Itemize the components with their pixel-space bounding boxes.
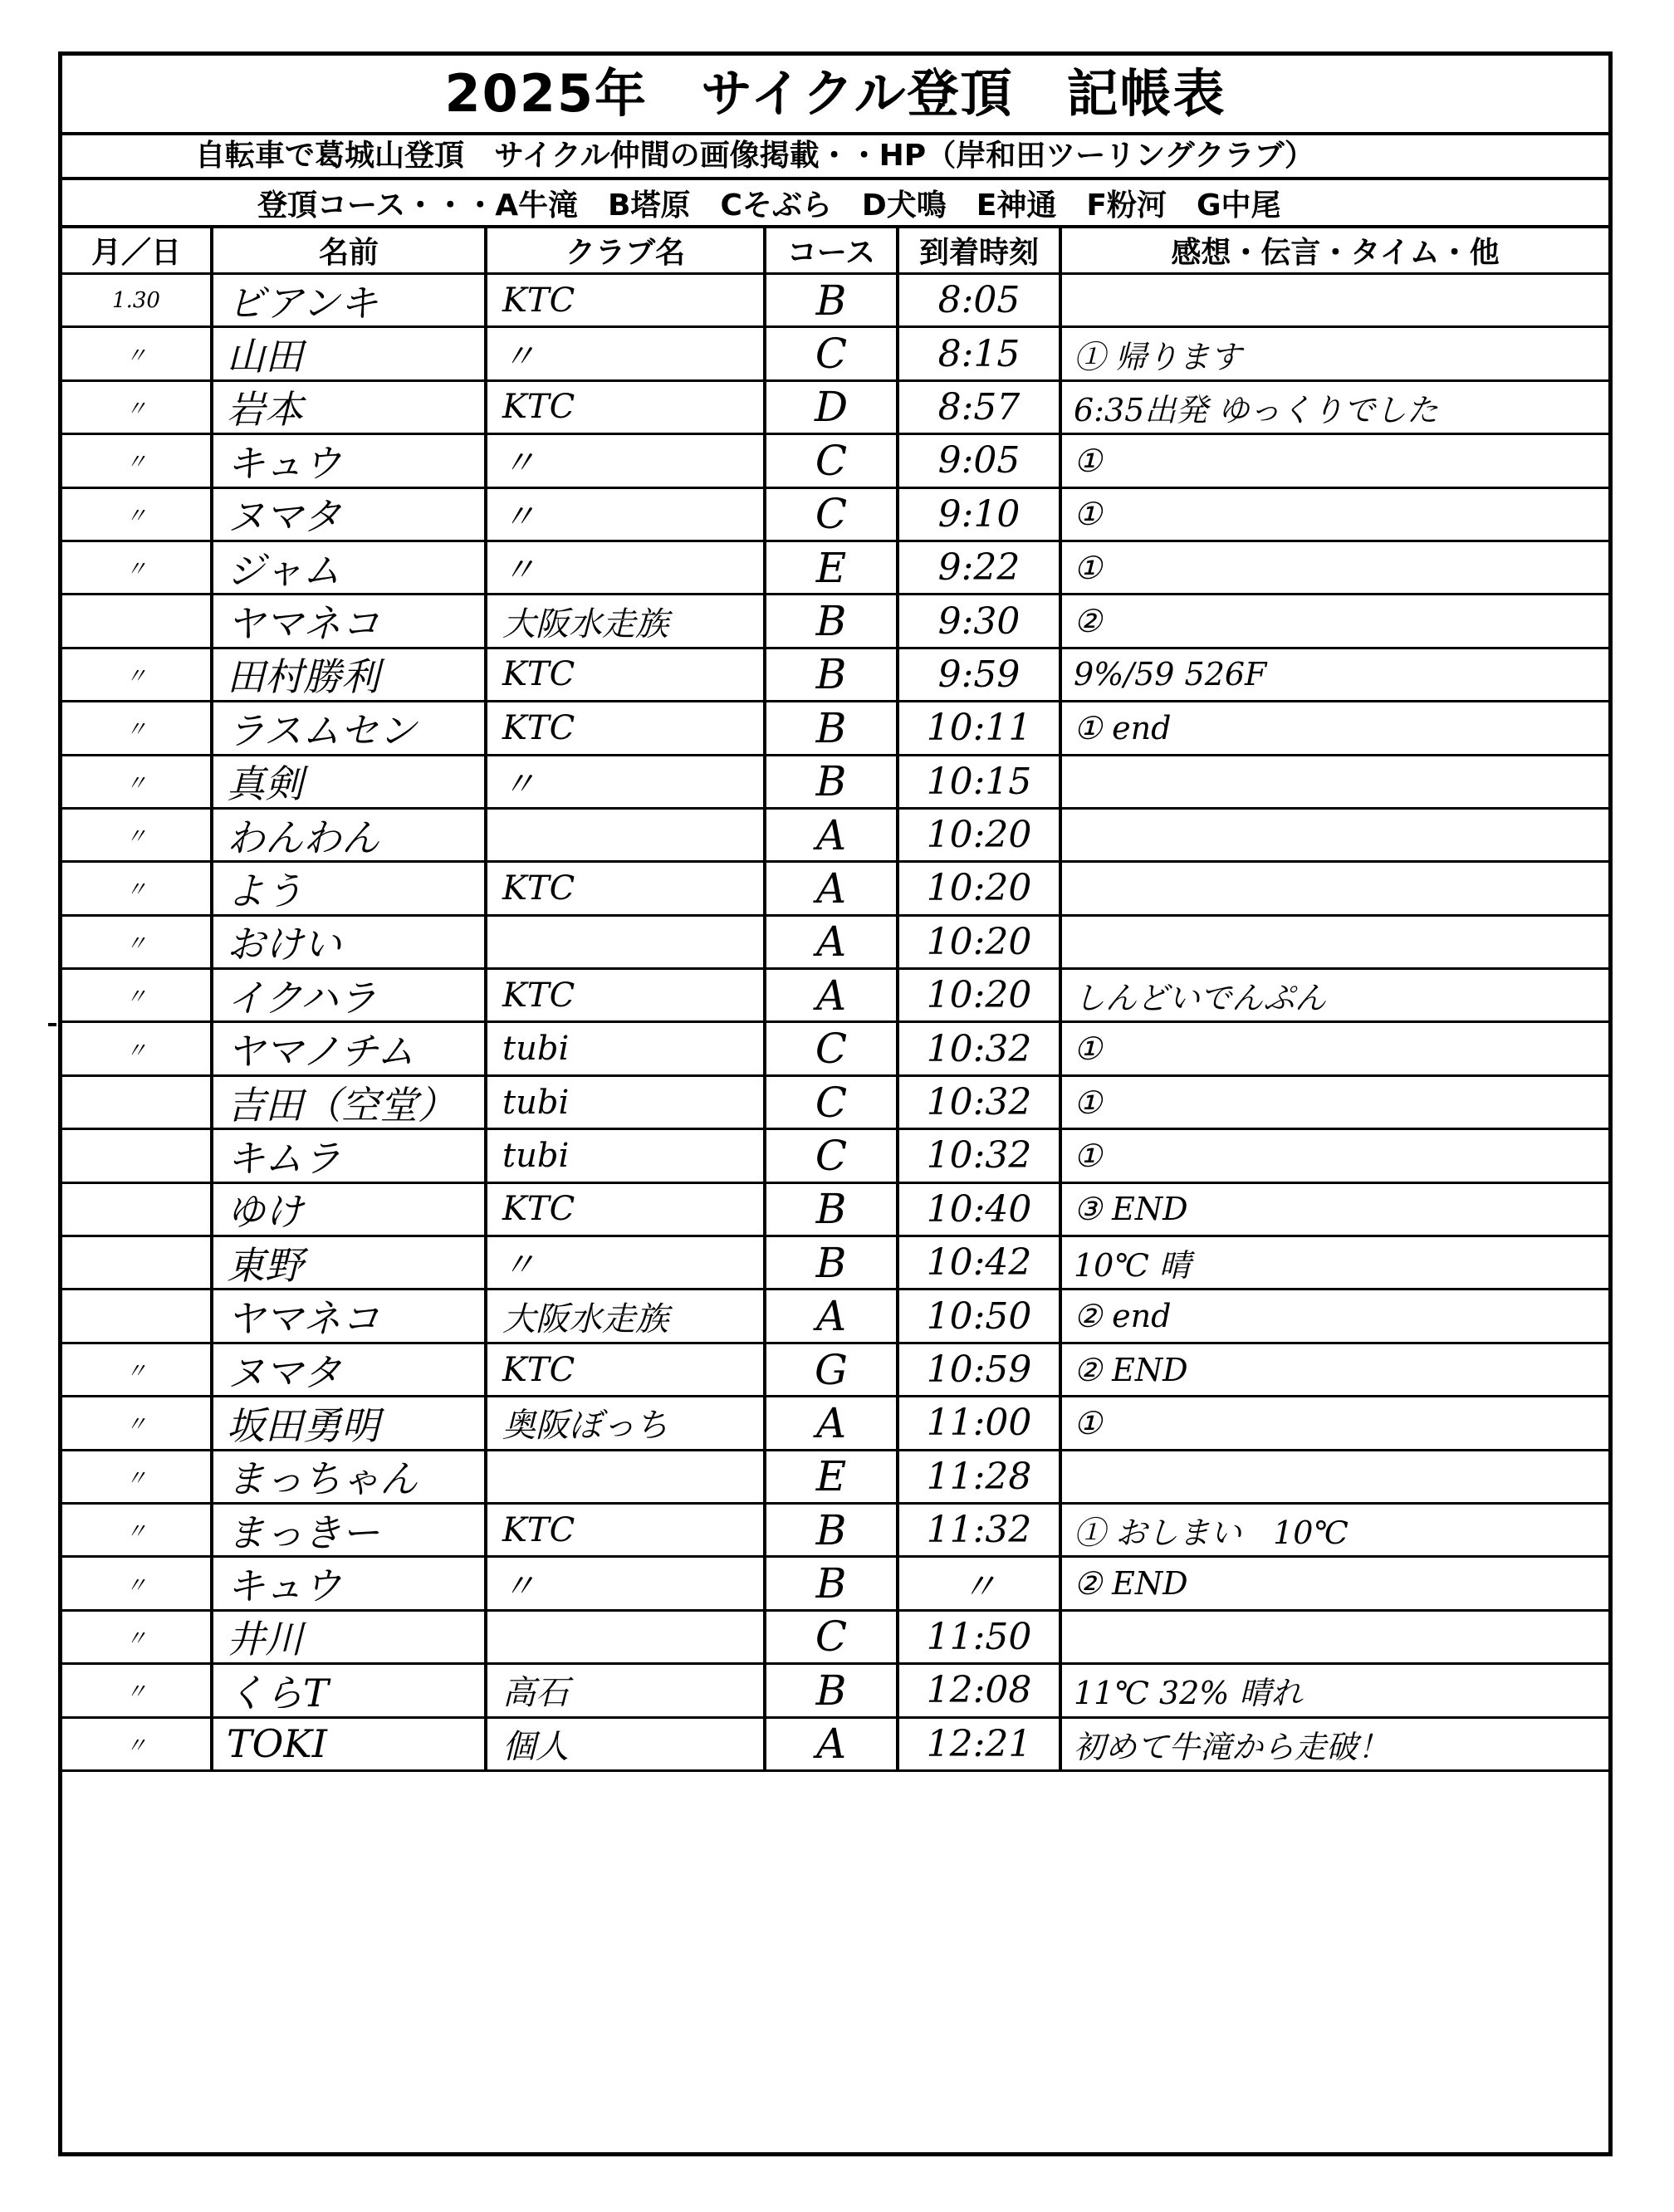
cell-name: 吉田（空堂） <box>213 1077 487 1128</box>
cell-course: E <box>766 1451 899 1502</box>
cell-name: キムラ <box>213 1130 487 1181</box>
cell-time: 10:11 <box>899 702 1062 753</box>
cell-date <box>62 595 213 646</box>
cell-name: ゆけ <box>213 1184 487 1235</box>
column-header-name: 名前 <box>213 228 487 272</box>
cell-name: ジャム <box>213 542 487 593</box>
column-header-course: コース <box>766 228 899 272</box>
cell-notes: しんどいでんぷん <box>1074 980 1327 1017</box>
cell-time: 8:57 <box>899 382 1062 433</box>
cell-club: 〃 <box>487 328 766 379</box>
cell-course: B <box>766 1237 899 1288</box>
cell-time: 11:00 <box>899 1397 1062 1448</box>
cell-notes: ① <box>1074 549 1103 586</box>
cell-date: 〃 <box>62 1344 213 1395</box>
cell-club: KTC <box>487 702 766 753</box>
cell-time: 10:20 <box>899 810 1062 860</box>
cell-date: 〃 <box>62 970 213 1020</box>
table-row <box>62 489 1608 542</box>
cell-time: 12:21 <box>899 1719 1062 1769</box>
cell-notes <box>1062 275 1608 325</box>
cell-date: 〃 <box>62 649 213 700</box>
cell-course: E <box>766 542 899 593</box>
cell-notes <box>1062 917 1608 967</box>
cell-notes: 初めて牛滝から走破！ <box>1074 1728 1390 1765</box>
cell-name: 井川 <box>213 1612 487 1662</box>
cell-club: 〃 <box>487 489 766 540</box>
cell-club: tubi <box>487 1077 766 1128</box>
cell-date: 〃 <box>62 1451 213 1502</box>
cell-course: B <box>766 1184 899 1235</box>
table-row <box>62 328 1608 381</box>
cell-time: 9:59 <box>899 649 1062 700</box>
column-header-date: 月／日 <box>62 228 213 272</box>
column-header-time: 到着時刻 <box>899 228 1062 272</box>
cell-notes: ② <box>1074 603 1103 640</box>
table-row <box>62 1665 1608 1718</box>
cell-notes: ① <box>1074 1084 1103 1121</box>
cell-name: おけい <box>213 917 487 967</box>
cell-name: 山田 <box>213 328 487 379</box>
cell-club: tubi <box>487 1130 766 1181</box>
cell-name: イクハラ <box>213 970 487 1020</box>
cell-time: 9:30 <box>899 595 1062 646</box>
cell-club: 高石 <box>487 1665 766 1715</box>
cell-time: 10:20 <box>899 863 1062 913</box>
cell-date: 〃 <box>62 382 213 433</box>
table-row <box>62 275 1608 328</box>
table-row <box>62 1290 1608 1343</box>
cell-notes: ② END <box>1074 1351 1188 1388</box>
cell-club: KTC <box>487 382 766 433</box>
cell-notes: ① <box>1074 1137 1103 1174</box>
cell-course: C <box>766 1130 899 1181</box>
table-row <box>62 863 1608 916</box>
cell-date: 〃 <box>62 863 213 913</box>
cell-club: KTC <box>487 1184 766 1235</box>
cell-notes <box>1062 756 1608 807</box>
table-row <box>62 1130 1608 1183</box>
table-row <box>62 595 1608 648</box>
cell-notes: 6:35出発 ゆっくりでした <box>1074 391 1439 428</box>
cell-course: C <box>766 435 899 486</box>
cell-time: 10:20 <box>899 917 1062 967</box>
cell-time: 9:10 <box>899 489 1062 540</box>
cell-time: 8:15 <box>899 328 1062 379</box>
cell-name: キュウ <box>213 1558 487 1608</box>
cell-course: A <box>766 1719 899 1769</box>
cell-name: 東野 <box>213 1237 487 1288</box>
cell-time: 9:05 <box>899 435 1062 486</box>
cell-name: 坂田勇明 <box>213 1397 487 1448</box>
cell-course: B <box>766 702 899 753</box>
cell-club <box>487 1451 766 1502</box>
cell-course: B <box>766 649 899 700</box>
cell-notes <box>1062 1451 1608 1502</box>
cell-time: 〃 <box>899 1558 1062 1608</box>
cell-club: 〃 <box>487 756 766 807</box>
cell-date: 〃 <box>62 1665 213 1715</box>
cell-course: A <box>766 810 899 860</box>
cell-club: KTC <box>487 1344 766 1395</box>
table-row <box>62 1719 1608 1772</box>
cell-club <box>487 1612 766 1662</box>
cell-notes <box>1062 1612 1608 1662</box>
cell-course: A <box>766 1397 899 1448</box>
cell-date: 〃 <box>62 810 213 860</box>
cell-club: 大阪水走族 <box>487 1290 766 1341</box>
table-row <box>62 649 1608 702</box>
cell-course: B <box>766 1665 899 1715</box>
cell-course: A <box>766 1290 899 1341</box>
cell-date <box>62 1130 213 1181</box>
cell-time: 10:32 <box>899 1130 1062 1181</box>
cell-name: ヤマネコ <box>213 1290 487 1341</box>
cell-club: 〃 <box>487 435 766 486</box>
table-header-row <box>62 228 1608 275</box>
cell-notes: 10℃ 晴 <box>1074 1247 1191 1285</box>
cell-notes: 11℃ 32% 晴れ <box>1074 1675 1303 1712</box>
table-row <box>62 970 1608 1023</box>
cell-date: 〃 <box>62 1397 213 1448</box>
cell-time: 10:50 <box>899 1290 1062 1341</box>
cell-notes <box>1062 810 1608 860</box>
cell-course: G <box>766 1344 899 1395</box>
table-row <box>62 382 1608 435</box>
cell-name: ヤマネコ <box>213 595 487 646</box>
cell-time: 8:05 <box>899 275 1062 325</box>
cell-name: よう <box>213 863 487 913</box>
cell-course: C <box>766 489 899 540</box>
cell-name: 岩本 <box>213 382 487 433</box>
cell-date: 〃 <box>62 702 213 753</box>
table-row <box>62 542 1608 595</box>
cell-club: 個人 <box>487 1719 766 1769</box>
table-row <box>62 435 1608 488</box>
cell-club <box>487 810 766 860</box>
cell-time: 10:20 <box>899 970 1062 1020</box>
cell-name: 真剣 <box>213 756 487 807</box>
cell-date: 〃 <box>62 1612 213 1662</box>
cell-name: まっきー <box>213 1505 487 1555</box>
cell-date <box>62 1237 213 1288</box>
cell-date: 〃 <box>62 328 213 379</box>
cell-name: くらT <box>213 1665 487 1715</box>
cell-time: 10:59 <box>899 1344 1062 1395</box>
cell-date: 〃 <box>62 1558 213 1608</box>
cell-club: 〃 <box>487 542 766 593</box>
cell-notes: ① 帰ります <box>1074 338 1242 375</box>
cell-course: C <box>766 1077 899 1128</box>
table-body <box>62 275 1608 1772</box>
cell-date: 〃 <box>62 542 213 593</box>
cell-name: まっちゃん <box>213 1451 487 1502</box>
cell-date: 〃 <box>62 1505 213 1555</box>
cell-time: 11:50 <box>899 1612 1062 1662</box>
cell-date: 〃 <box>62 1023 213 1074</box>
cell-date <box>62 1184 213 1235</box>
cell-date: 〃 <box>62 756 213 807</box>
cell-notes <box>1062 863 1608 913</box>
table-row <box>62 1237 1608 1290</box>
cell-time: 11:28 <box>899 1451 1062 1502</box>
cell-time: 10:32 <box>899 1023 1062 1074</box>
cell-notes: 9%/59 526F <box>1074 656 1267 693</box>
cell-time: 9:22 <box>899 542 1062 593</box>
cell-name: ヌマタ <box>213 1344 487 1395</box>
cell-name: ヤマノチム <box>213 1023 487 1074</box>
table-row <box>62 1077 1608 1130</box>
cell-course: D <box>766 382 899 433</box>
cell-course: C <box>766 1023 899 1074</box>
column-header-notes: 感想・伝言・タイム・他 <box>1171 236 1500 270</box>
cell-time: 10:15 <box>899 756 1062 807</box>
cell-course: B <box>766 1505 899 1555</box>
cell-notes: ① <box>1074 442 1103 479</box>
table-row <box>62 1612 1608 1665</box>
cell-club: 大阪水走族 <box>487 595 766 646</box>
table-row <box>62 1344 1608 1397</box>
cell-date <box>62 1290 213 1341</box>
cell-club: KTC <box>487 275 766 325</box>
cell-notes: ③ END <box>1074 1191 1188 1228</box>
cell-club: 〃 <box>487 1558 766 1608</box>
cell-course: B <box>766 1558 899 1608</box>
cell-club: KTC <box>487 1505 766 1555</box>
cell-name: 田村勝利 <box>213 649 487 700</box>
cell-club: 〃 <box>487 1237 766 1288</box>
page-title: 2025年 サイクル登頂 記帳表 <box>62 56 1608 135</box>
course-legend: 登頂コース・・・A牛滝 B塔原 Cそぶら D犬鳴 E神通 F粉河 G中尾 <box>62 180 1608 228</box>
cell-time: 10:40 <box>899 1184 1062 1235</box>
cell-name: ヌマタ <box>213 489 487 540</box>
cell-date <box>62 1077 213 1128</box>
cell-course: B <box>766 756 899 807</box>
cell-club: KTC <box>487 649 766 700</box>
cell-course: B <box>766 275 899 325</box>
cell-course: B <box>766 595 899 646</box>
cell-time: 10:42 <box>899 1237 1062 1288</box>
cell-course: A <box>766 917 899 967</box>
table-row <box>62 1184 1608 1237</box>
cell-club: tubi <box>487 1023 766 1074</box>
cell-club: 奥阪ぼっち <box>487 1397 766 1448</box>
cell-time: 11:32 <box>899 1505 1062 1555</box>
log-sheet <box>58 51 1613 2156</box>
cell-notes: ① <box>1074 496 1103 533</box>
cell-name: キュウ <box>213 435 487 486</box>
cell-notes: ② END <box>1074 1565 1188 1603</box>
table-row <box>62 810 1608 863</box>
subtitle: 自転車で葛城山登頂 サイクル仲間の画像掲載・・HP（岸和田ツーリングクラブ） <box>62 132 1608 180</box>
cell-notes: ① <box>1074 1404 1103 1441</box>
column-header-club: クラブ名 <box>487 228 766 272</box>
table-row <box>62 1451 1608 1505</box>
cell-club: KTC <box>487 970 766 1020</box>
cell-name: ラスムセン <box>213 702 487 753</box>
cell-time: 12:08 <box>899 1665 1062 1715</box>
table-row <box>62 702 1608 756</box>
cell-date: 〃 <box>62 435 213 486</box>
cell-name: ビアンキ <box>213 275 487 325</box>
cell-date: 〃 <box>62 917 213 967</box>
table-row <box>62 1505 1608 1558</box>
table-row <box>62 1558 1608 1611</box>
cell-notes: ① おしまい 10℃ <box>1074 1515 1348 1552</box>
cell-course: C <box>766 328 899 379</box>
cell-date: 〃 <box>62 489 213 540</box>
cell-date: 1.30 <box>62 275 213 325</box>
cell-name: TOKI <box>213 1719 487 1769</box>
log-table <box>62 228 1608 2152</box>
cell-name: わんわん <box>213 810 487 860</box>
cell-club <box>487 917 766 967</box>
cell-date: 〃 <box>62 1719 213 1769</box>
cell-course: A <box>766 970 899 1020</box>
margin-mark <box>48 1023 56 1026</box>
cell-course: C <box>766 1612 899 1662</box>
cell-notes: ① <box>1074 1030 1103 1068</box>
cell-club: KTC <box>487 863 766 913</box>
table-row <box>62 1397 1608 1451</box>
cell-notes: ① end <box>1074 709 1172 746</box>
table-row <box>62 756 1608 810</box>
cell-course: A <box>766 863 899 913</box>
table-row <box>62 1023 1608 1076</box>
cell-time: 10:32 <box>899 1077 1062 1128</box>
table-row <box>62 917 1608 970</box>
cell-notes: ② end <box>1074 1298 1172 1335</box>
